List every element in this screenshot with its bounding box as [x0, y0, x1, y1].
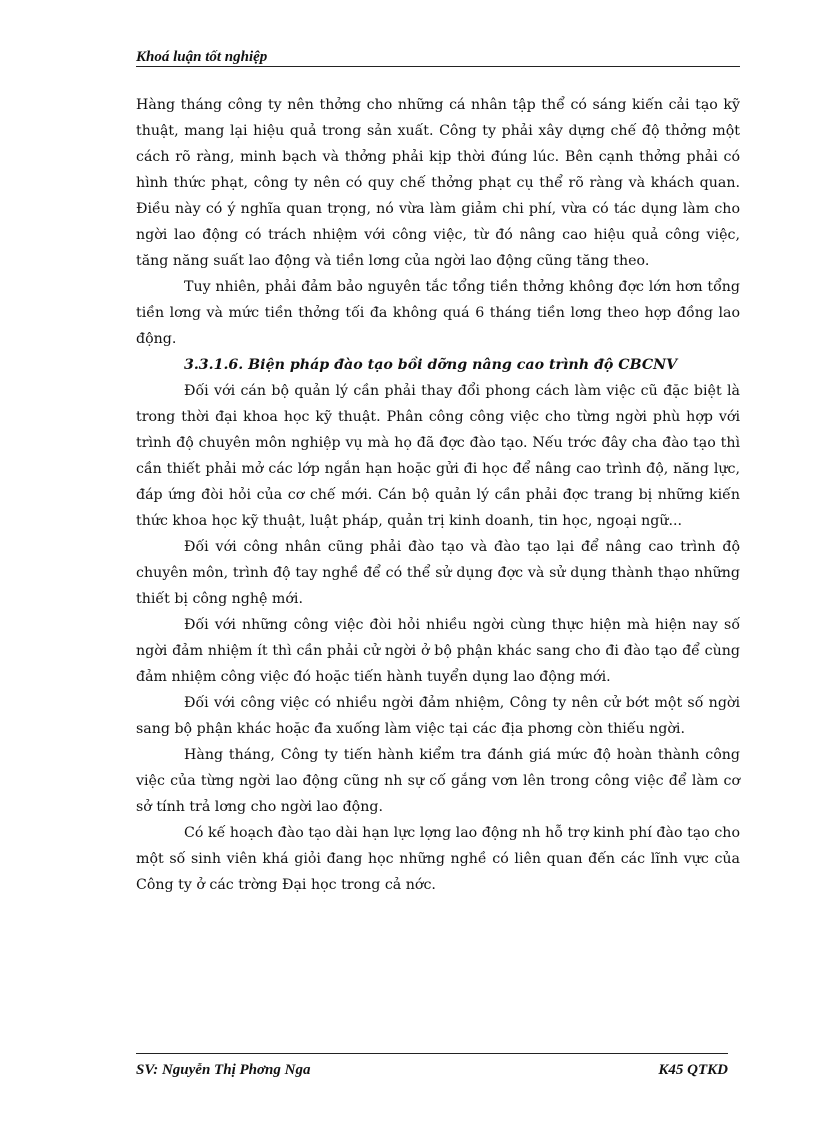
footer-author: SV: Nguyễn Thị Phơng Nga	[136, 1062, 311, 1078]
page-footer	[136, 1059, 728, 1081]
document-body	[136, 92, 740, 898]
footer-class: K45 QTKD	[658, 1062, 728, 1078]
footer-divider	[136, 1053, 728, 1054]
paragraph-staff-reduction: Đối với công việc có nhiều ngời đảm nhiệm, Công ty nên cử bớt một số ngời sang bộ phận khác hoặc đa xuống làm việc tại các địa phơng còn thiếu ngời.	[136, 695, 740, 737]
header-title: Khoá luận tốt nghiệp	[136, 49, 268, 65]
paragraph-managers-training: Đối với cán bộ quản lý cần phải thay đổi phong cách làm việc cũ đặc biệt là trong thời đại khoa học kỹ thuật. Phân công công việc cho từng ngời phù hợp với trình độ chuyên môn nghiệp vụ mà họ đã đợc đào tạo. Nếu trớc đây cha đào tạo thì cần thiết phải mở các lớp ngắn hạn hoặc gửi đi học để nâng cao trình độ, năng lực, đáp ứng đòi hỏi của cơ chế mới. Cán bộ quản lý cần phải đợc trang bị những kiến thức khoa học kỹ thuật, luật pháp, quản trị kinh doanh, tin học, ngoại ngữ...	[136, 383, 740, 529]
paragraph-reward-principle: Tuy nhiên, phải đảm bảo nguyên tắc tổng tiền thởng không đợc lớn hơn tổng tiền lơng và mức tiền thởng tối đa không quá 6 tháng tiền lơng theo hợp đồng lao động.	[136, 279, 740, 347]
page-header	[136, 46, 740, 67]
paragraph-long-term-training: Có kế hoạch đào tạo dài hạn lực lợng lao động nh hỗ trợ kinh phí đào tạo cho một số sinh viên khá giỏi đang học những nghề có liên quan đến các lĩnh vực của Công ty ở các trờng Đại học trong cả nớc.	[136, 825, 740, 893]
paragraph-reward-policy: Hàng tháng công ty nên thởng cho những cá nhân tập thể có sáng kiến cải tạo kỹ thuật, mang lại hiệu quả trong sản xuất. Công ty phải xây dựng chế độ thởng một cách rõ ràng, minh bạch và thởng phải kịp thời đúng lúc. Bên cạnh thởng phải có hình thức phạt, công ty nên có quy chế thởng phạt cụ thể rõ ràng và khách quan. Điều này có ý nghĩa quan trọng, nó vừa làm giảm chi phí, vừa có tác dụng làm cho ngời lao động có trách nhiệm với công việc, từ đó nâng cao hiệu quả công việc, tăng năng suất lao động và tiền lơng của ngời lao động cũng tăng theo.	[136, 97, 740, 269]
paragraph-staff-allocation: Đối với những công việc đòi hỏi nhiều ngời cùng thực hiện mà hiện nay số ngời đảm nhiệm ít thì cần phải cử ngời ở bộ phận khác sang cho đi đào tạo để cùng đảm nhiệm công việc đó hoặc tiến hành tuyển dụng lao động mới.	[136, 617, 740, 685]
paragraph-monthly-evaluation: Hàng tháng, Công ty tiến hành kiểm tra đánh giá mức độ hoàn thành công việc của từng ngời lao động cũng nh sự cố gắng vơn lên trong công việc để làm cơ sở tính trả lơng cho ngời lao động.	[136, 747, 740, 815]
section-heading: 3.3.1.6. Biện pháp đào tạo bồi dỡng nâng cao trình độ CBCNV	[184, 357, 678, 373]
paragraph-workers-training: Đối với công nhân cũng phải đào tạo và đào tạo lại để nâng cao trình độ chuyên môn, trình độ tay nghề để có thể sử dụng đợc và sử dụng thành thạo những thiết bị công nghệ mới.	[136, 539, 740, 607]
